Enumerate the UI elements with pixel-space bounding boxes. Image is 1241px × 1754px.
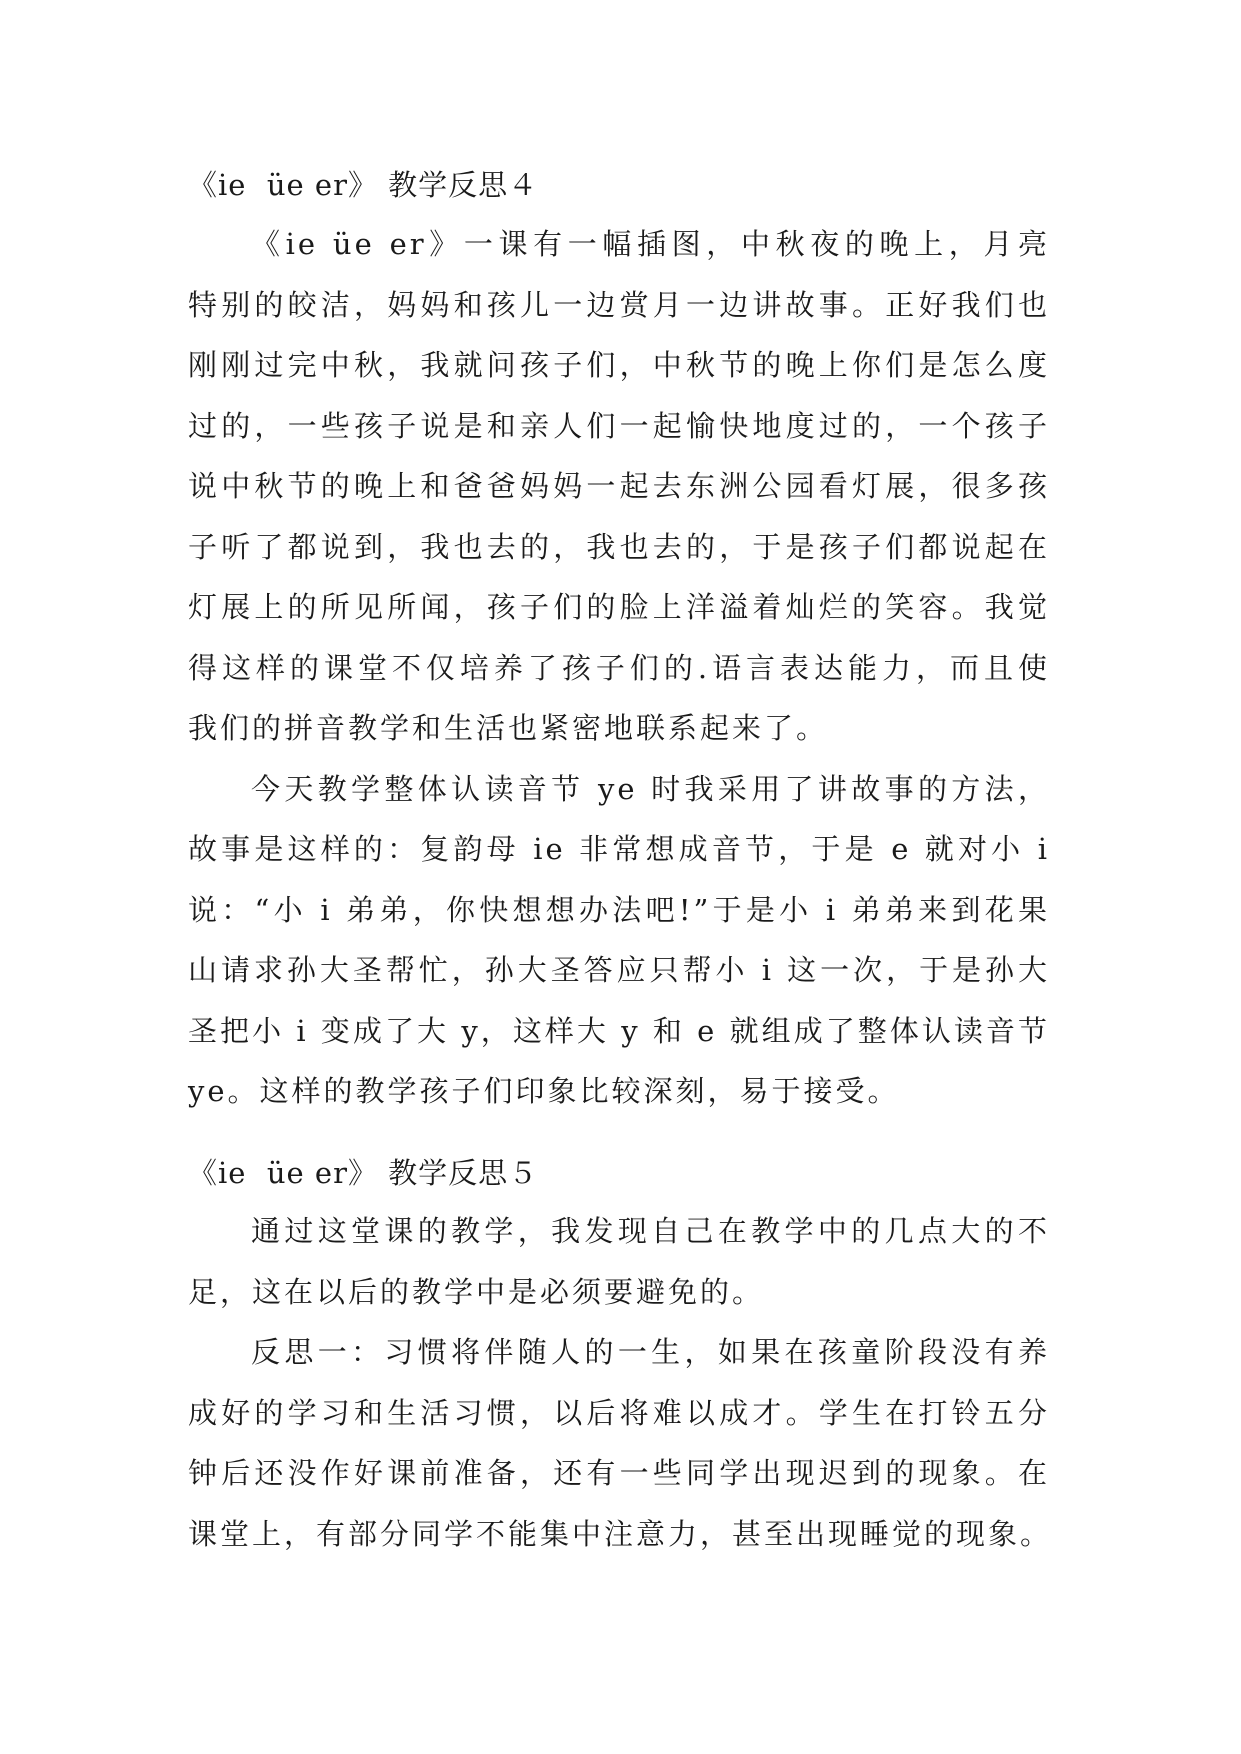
text-line: 说：“小 i 弟弟，你快想想办法吧!”于是小 i 弟弟来到花果 [188,892,1050,927]
text-line: 子听了都说到，我也去的，我也去的，于是孩子们都说起在 [188,529,1050,564]
paragraph [188,1322,1053,1564]
text-line: 反思一：习惯将伴随人的一生，如果在孩童阶段没有养 [251,1335,1050,1369]
text-line: 通过这堂课的教学，我发现自己在教学中的几点大的不 [251,1214,1050,1248]
paragraph [188,1201,1050,1322]
text-line: 特别的皎洁，妈妈和孩儿一边赏月一边讲故事。正好我们也 [188,287,1050,322]
text-line: 刚刚过完中秋，我就问孩子们，中秋节的晚上你们是怎么度 [188,348,1050,382]
text-line: 故事是这样的：复韵母 ie 非常想成音节，于是 e 就对小 i [188,832,1050,866]
paragraph [188,759,1050,1122]
text-line: 得这样的课堂不仅培养了孩子们的.语言表达能力，而且使 [188,650,1050,685]
text-line: 说中秋节的晚上和爸爸妈妈一起去东洲公园看灯展，很多孩 [188,469,1050,503]
text-line: 过的，一些孩子说是和亲人们一起愉快地度过的，一个孩子 [188,408,1050,443]
text-line: 《ie üe er》一课有一幅插图，中秋夜的晚上，月亮 [251,227,1050,261]
text-line: 成好的学习和生活习惯，以后将难以成才。学生在打铃五分 [188,1395,1050,1430]
section-reflection-4 [188,165,1050,1122]
section-title: 《ie üe er》 教学反思５ [188,1156,539,1190]
section-title: 《ie üe er》 教学反思４ [188,168,539,202]
text-line: 山请求孙大圣帮忙，孙大圣答应只帮小 i 这一次，于是孙大 [188,953,1050,987]
text-line: 课堂上，有部分同学不能集中注意力，甚至出现睡觉的现象。 [188,1516,1053,1551]
text-line: 我们的拼音教学和生活也紧密地联系起来了。 [188,711,829,745]
text-line: ye。这样的教学孩子们印象比较深刻，易于接受。 [188,1074,900,1108]
section-reflection-5 [188,1153,1053,1564]
paragraph [188,214,1050,759]
text-line: 今天教学整体认读音节 ye 时我采用了讲故事的方法， [251,771,1050,806]
text-line: 圣把小 i 变成了大 y，这样大 y 和 e 就组成了整体认读音节 [188,1013,1050,1048]
text-line: 灯展上的所见所闻，孩子们的脸上洋溢着灿烂的笑容。我觉 [188,590,1050,624]
text-line: 足，这在以后的教学中是必须要避免的。 [188,1274,765,1309]
text-line: 钟后还没作好课前准备，还有一些同学出现迟到的现象。在 [188,1456,1050,1490]
